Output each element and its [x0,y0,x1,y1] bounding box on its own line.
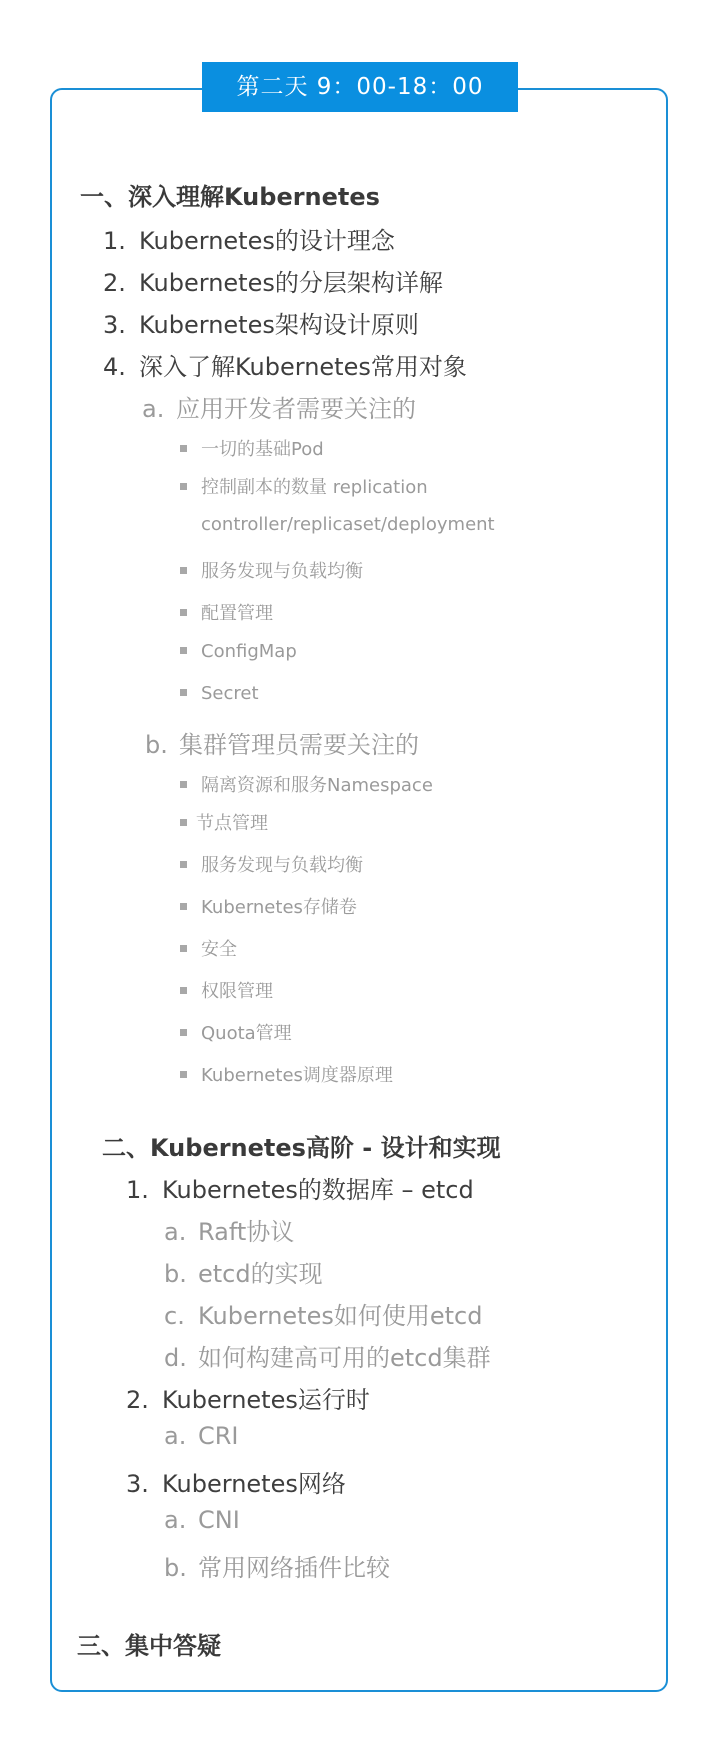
sub-item [164,1254,323,1289]
bullet-text: 权限管理 [201,981,273,1002]
item-text: Kubernetes网络 [162,1470,346,1498]
bullet-item [180,851,363,877]
item-text: Kubernetes架构设计原则 [139,311,419,339]
item-text: Kubernetes如何使用etcd [198,1302,483,1330]
square-bullet-icon [180,689,187,696]
list-item [103,347,467,382]
item-text: 如何构建高可用的etcd集群 [198,1344,491,1372]
list-item [126,1380,370,1415]
sub-item [164,1422,239,1450]
item-number: 1. [103,227,126,255]
bullet-text: 安全 [201,939,237,960]
sub-item [142,389,416,424]
sub-item [164,1506,240,1534]
bullet-text: ConfigMap [201,641,297,662]
bullet-item [180,1019,292,1045]
item-text: 集群管理员需要关注的 [179,731,419,759]
bullet-item [180,935,237,961]
bullet-item [180,1061,393,1087]
bullet-text: 服务发现与负载均衡 [201,855,363,876]
square-bullet-icon [180,567,187,574]
item-letter: b. [164,1554,187,1582]
square-bullet-icon [180,483,187,490]
bullet-item [180,809,268,835]
item-number: 2. [103,269,126,297]
item-text: Kubernetes的分层架构详解 [139,269,443,297]
item-number: 4. [103,353,126,381]
bullet-item [180,473,428,499]
item-letter: a. [164,1218,187,1246]
section-title: 一、深入理解Kubernetes [80,183,380,211]
list-item [126,1464,346,1499]
sub-item [164,1296,482,1331]
list-item [126,1170,474,1205]
bullet-text: Kubernetes调度器原理 [201,1065,393,1086]
bullet-text: 控制副本的数量 replication [201,477,428,498]
item-text: Raft协议 [198,1218,295,1246]
bullet-item [180,435,324,461]
item-text: Kubernetes的设计理念 [139,227,395,255]
square-bullet-icon [180,861,187,868]
square-bullet-icon [180,1029,187,1036]
square-bullet-icon [180,647,187,654]
item-text: CRI [198,1422,239,1450]
section-title: 三、集中答疑 [77,1632,221,1660]
item-number: 3. [103,311,126,339]
list-item [103,305,419,340]
bullet-text: 节点管理 [196,813,268,834]
bullet-item [180,771,433,797]
sub-item [145,725,419,760]
bullet-text: 隔离资源和服务Namespace [201,775,433,796]
day-header: 第二天 9：00-18：00 [202,62,518,112]
bullet-item [180,893,357,919]
bullet-text: 配置管理 [201,603,273,624]
square-bullet-icon [180,781,187,788]
item-text: 常用网络插件比较 [198,1554,390,1582]
item-letter: a. [164,1506,187,1534]
bullet-item [180,683,259,704]
bullet-text: Secret [201,683,259,704]
item-letter: d. [164,1344,187,1372]
bullet-text: 一切的基础Pod [201,439,324,460]
square-bullet-icon [180,1071,187,1078]
bullet-item [180,641,297,662]
square-bullet-icon [180,609,187,616]
item-text: etcd的实现 [198,1260,323,1288]
sub-item [164,1338,491,1373]
item-letter: c. [164,1302,185,1330]
bullet-text: Quota管理 [201,1023,292,1044]
item-letter: a. [164,1422,187,1450]
square-bullet-icon [180,445,187,452]
square-bullet-icon [180,945,187,952]
square-bullet-icon [180,819,187,826]
sub-item [164,1548,390,1583]
item-letter: b. [145,731,168,759]
sub-item [164,1212,294,1247]
bullet-item [180,599,273,625]
list-item [103,221,395,256]
bullet-continuation: controller/replicaset/deployment [201,514,495,535]
list-item [103,263,443,298]
item-number: 1. [126,1176,149,1204]
item-text: Kubernetes的数据库 – etcd [162,1176,474,1204]
item-text: 深入了解Kubernetes常用对象 [139,353,467,381]
bullet-item [180,557,363,583]
item-number: 3. [126,1470,149,1498]
item-text: CNI [198,1506,240,1534]
item-text: Kubernetes运行时 [162,1386,370,1414]
item-letter: b. [164,1260,187,1288]
bullet-text: Kubernetes存储卷 [201,897,357,918]
item-text: 应用开发者需要关注的 [176,395,416,423]
bullet-text: 服务发现与负载均衡 [201,561,363,582]
bullet-item [180,977,273,1003]
item-letter: a. [142,395,165,423]
item-number: 2. [126,1386,149,1414]
section-title: 二、Kubernetes高阶 - 设计和实现 [102,1134,501,1162]
square-bullet-icon [180,903,187,910]
square-bullet-icon [180,987,187,994]
